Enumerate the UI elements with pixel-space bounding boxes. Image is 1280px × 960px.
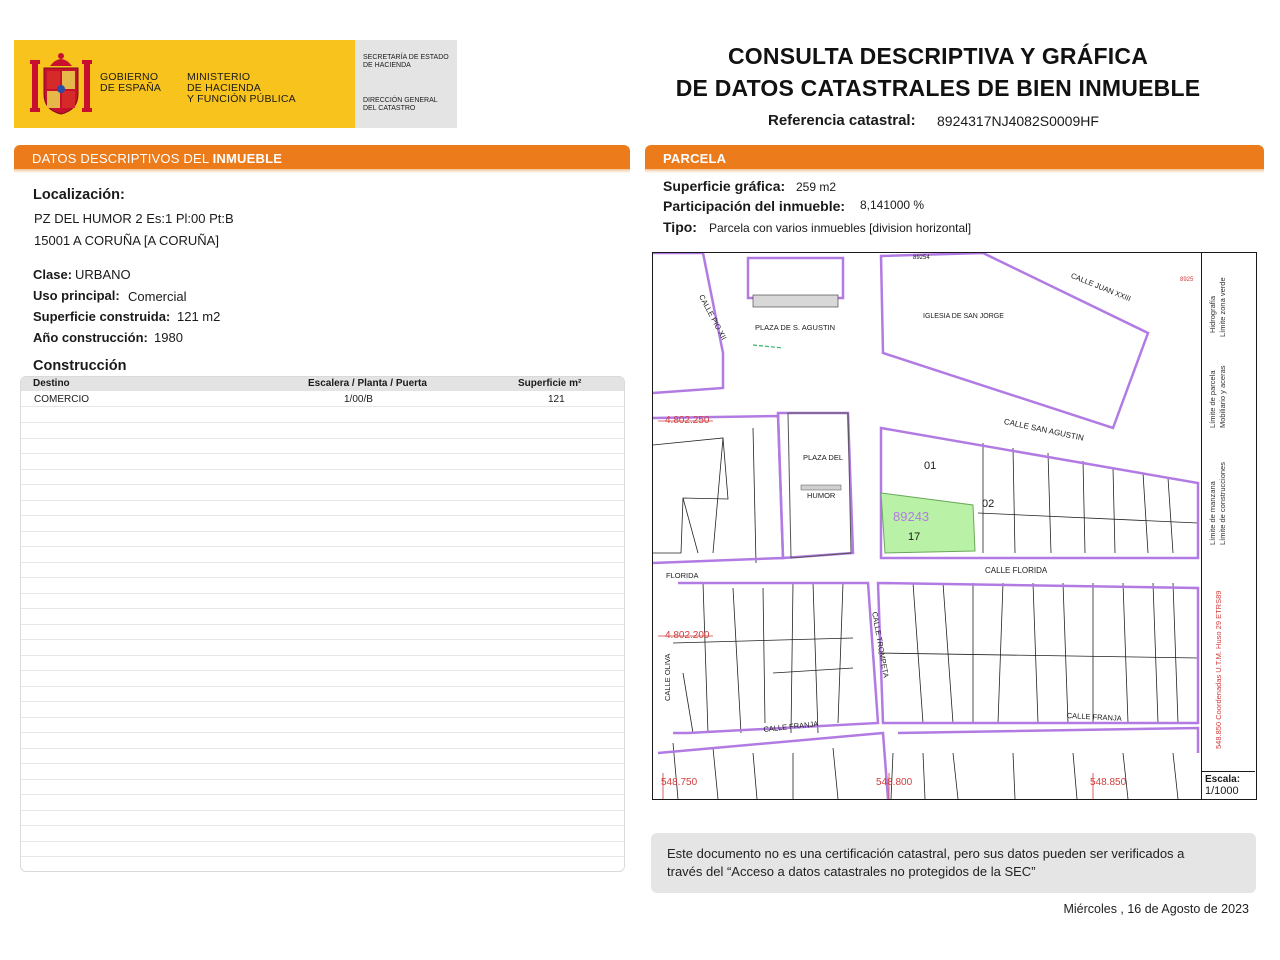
map-parcel-id: 89243 bbox=[893, 509, 930, 524]
construccion-table bbox=[20, 376, 625, 872]
map-label-plaza-del: PLAZA DEL bbox=[803, 453, 844, 462]
map-coord-x1: 548.750 bbox=[661, 777, 698, 788]
direccion-line-1: DIRECCIÓN GENERAL bbox=[363, 97, 438, 104]
map-coord-y2: 4.802.200 bbox=[665, 630, 710, 641]
anio-construccion-value: 1980 bbox=[154, 330, 183, 345]
empty-table-row bbox=[21, 858, 624, 873]
empty-table-row bbox=[21, 548, 624, 563]
map-coord-y1: 4.802.250 bbox=[665, 415, 710, 426]
anio-construccion-label: Año construcción: bbox=[33, 330, 148, 345]
section-parcela bbox=[645, 145, 1264, 169]
empty-table-row bbox=[21, 408, 624, 423]
empty-table-row bbox=[21, 703, 624, 718]
section-title-strong: INMUEBLE bbox=[212, 151, 283, 166]
superficie-grafica-label: Superficie gráfica: bbox=[663, 178, 786, 194]
map-label-calle-trompeta: CALLE TROMPETA bbox=[870, 611, 891, 679]
tipo-label: Tipo: bbox=[663, 219, 697, 235]
referencia-value: 8924317NJ4082S0009HF bbox=[937, 113, 1099, 129]
cell-destino: COMERCIO bbox=[34, 394, 89, 405]
scale-value: 1/1000 bbox=[1205, 785, 1239, 797]
empty-table-row bbox=[21, 656, 624, 671]
document-title-line-2: DE DATOS CATASTRALES DE BIEN INMUEBLE bbox=[675, 75, 1201, 101]
address-line-1: PZ DEL HUMOR 2 Es:1 Pl:00 Pt:B bbox=[34, 211, 234, 226]
map-label-iglesia: IGLESIA DE SAN JORGE bbox=[923, 313, 1004, 320]
construccion-heading: Construcción bbox=[33, 358, 127, 374]
legend-coords-note: 548.850 Coordenadas U.T.M. Huso 29 ETRS89 bbox=[1214, 590, 1223, 749]
map-mark-8925: 8925 bbox=[1180, 277, 1194, 283]
map-mark-89254: 89254 bbox=[913, 255, 930, 261]
disclaimer-box bbox=[651, 833, 1256, 893]
secretaria-line-1: SECRETARÍA DE ESTADO bbox=[363, 54, 449, 61]
gobierno-logo bbox=[14, 40, 355, 128]
empty-table-row bbox=[21, 563, 624, 578]
coat-of-arms-icon bbox=[30, 50, 92, 118]
disclaimer-line-1: Este documento no es una certificación catastral, pero sus datos pueden ser verificados a bbox=[667, 846, 1185, 861]
map-scale bbox=[1201, 771, 1255, 799]
ministry-line-1: MINISTERIO bbox=[187, 71, 251, 83]
table-row bbox=[21, 392, 624, 407]
map-block-01: 01 bbox=[924, 460, 937, 472]
empty-table-row bbox=[21, 734, 624, 749]
map-legend bbox=[1201, 253, 1255, 771]
empty-table-row bbox=[21, 517, 624, 532]
map-label-florida-left: FLORIDA bbox=[666, 571, 699, 580]
participacion-label: Participación del inmueble: bbox=[663, 198, 846, 214]
empty-table-row bbox=[21, 780, 624, 795]
tipo-value: Parcela con varios inmuebles [division horizontal] bbox=[709, 221, 972, 235]
empty-table-row bbox=[21, 672, 624, 687]
gov-line-2: DE ESPAÑA bbox=[100, 82, 162, 94]
referencia-label: Referencia catastral: bbox=[768, 112, 916, 129]
legend-hidrografia: Hidrografía bbox=[1208, 295, 1217, 333]
gov-line-1: GOBIERNO bbox=[100, 71, 159, 83]
empty-table-row bbox=[21, 532, 624, 547]
empty-table-row bbox=[21, 796, 624, 811]
header-destino: Destino bbox=[33, 378, 70, 389]
map-label-calle-oliva: CALLE OLIVA bbox=[663, 653, 672, 701]
empty-table-row bbox=[21, 765, 624, 780]
legend-zona-verde: Límite zona verde bbox=[1218, 277, 1227, 337]
section-datos-descriptivos bbox=[14, 145, 630, 169]
legend-mobiliario: Mobiliario y aceras bbox=[1218, 365, 1227, 428]
uso-principal-value: Comercial bbox=[128, 289, 187, 304]
empty-table-row bbox=[21, 842, 624, 857]
empty-table-row bbox=[21, 439, 624, 454]
direccion-line-2: DEL CATASTRO bbox=[363, 105, 416, 112]
map-label-calle-florida: CALLE FLORIDA bbox=[985, 566, 1048, 575]
map-label-calle-san-agustin: CALLE SAN AGUSTIN bbox=[1003, 417, 1085, 443]
legend-limite-parcela: Límite de parcela bbox=[1208, 370, 1217, 428]
legend-limite-construcciones: Límite de construcciones bbox=[1218, 462, 1227, 545]
map-label-calle-pio: CALLE PIO XII bbox=[697, 293, 729, 342]
map-label-calle-juan: CALLE JUAN XXIII bbox=[1069, 271, 1133, 304]
superficie-grafica-value: 259 m2 bbox=[796, 180, 837, 194]
clase-value: URBANO bbox=[75, 267, 131, 282]
empty-table-row bbox=[21, 687, 624, 702]
map-coord-x2: 548.800 bbox=[876, 777, 913, 788]
localizacion-label: Localización: bbox=[33, 187, 125, 203]
document-date: Miércoles , 16 de Agosto de 2023 bbox=[1063, 902, 1249, 916]
empty-table-row bbox=[21, 749, 624, 764]
empty-table-row bbox=[21, 594, 624, 609]
map-parcel-number: 17 bbox=[908, 531, 921, 543]
empty-table-row bbox=[21, 625, 624, 640]
secretaria-logo bbox=[355, 40, 457, 128]
empty-table-row bbox=[21, 455, 624, 470]
map-coord-x3: 548.850 bbox=[1090, 777, 1127, 788]
address-line-2: 15001 A CORUÑA [A CORUÑA] bbox=[34, 233, 219, 248]
empty-table-row bbox=[21, 641, 624, 656]
secretaria-line-2: DE HACIENDA bbox=[363, 62, 411, 69]
disclaimer-line-2: través del “Acceso a datos catastrales no protegidos de la SEC” bbox=[667, 864, 1036, 879]
table-header bbox=[21, 377, 624, 391]
header-escalera: Escalera / Planta / Puerta bbox=[308, 378, 427, 389]
cell-escalera: 1/00/B bbox=[344, 394, 373, 405]
empty-table-row bbox=[21, 424, 624, 439]
map-label-calle-franja-left: CALLE FRANJA bbox=[763, 719, 819, 734]
ministry-line-2: DE HACIENDA bbox=[187, 82, 261, 94]
uso-principal-label: Uso principal: bbox=[33, 288, 120, 303]
parcela-title: PARCELA bbox=[663, 151, 727, 166]
empty-table-row bbox=[21, 501, 624, 516]
map-label-calle-franja-right: CALLE FRANJA bbox=[1066, 711, 1122, 723]
cell-superficie: 121 bbox=[548, 394, 565, 405]
empty-table-row bbox=[21, 579, 624, 594]
legend-limite-manzana: Límite de manzana bbox=[1208, 481, 1217, 545]
header-superficie: Superficie m² bbox=[518, 378, 582, 389]
map-block-02: 02 bbox=[982, 498, 995, 510]
superficie-construida-value: 121 m2 bbox=[177, 309, 221, 324]
scale-label: Escala: bbox=[1205, 774, 1241, 785]
ministry-line-3: Y FUNCIÓN PÚBLICA bbox=[187, 93, 296, 105]
participacion-value: 8,141000 % bbox=[860, 198, 925, 212]
empty-table-row bbox=[21, 610, 624, 625]
empty-table-row bbox=[21, 718, 624, 733]
cadastral-map[interactable] bbox=[652, 252, 1257, 800]
empty-table-row bbox=[21, 486, 624, 501]
clase-label: Clase: bbox=[33, 267, 73, 282]
empty-table-row bbox=[21, 811, 624, 826]
empty-table-row bbox=[21, 470, 624, 485]
map-label-plaza-agustin: PLAZA DE S. AGUSTIN bbox=[755, 323, 836, 332]
section-title-prefix: DATOS DESCRIPTIVOS DEL bbox=[32, 151, 213, 166]
empty-table-row bbox=[21, 827, 624, 842]
document-title-line-1: CONSULTA DESCRIPTIVA Y GRÁFICA bbox=[727, 43, 1149, 69]
superficie-construida-label: Superficie construida: bbox=[33, 309, 171, 324]
map-label-humor: HUMOR bbox=[807, 491, 836, 500]
